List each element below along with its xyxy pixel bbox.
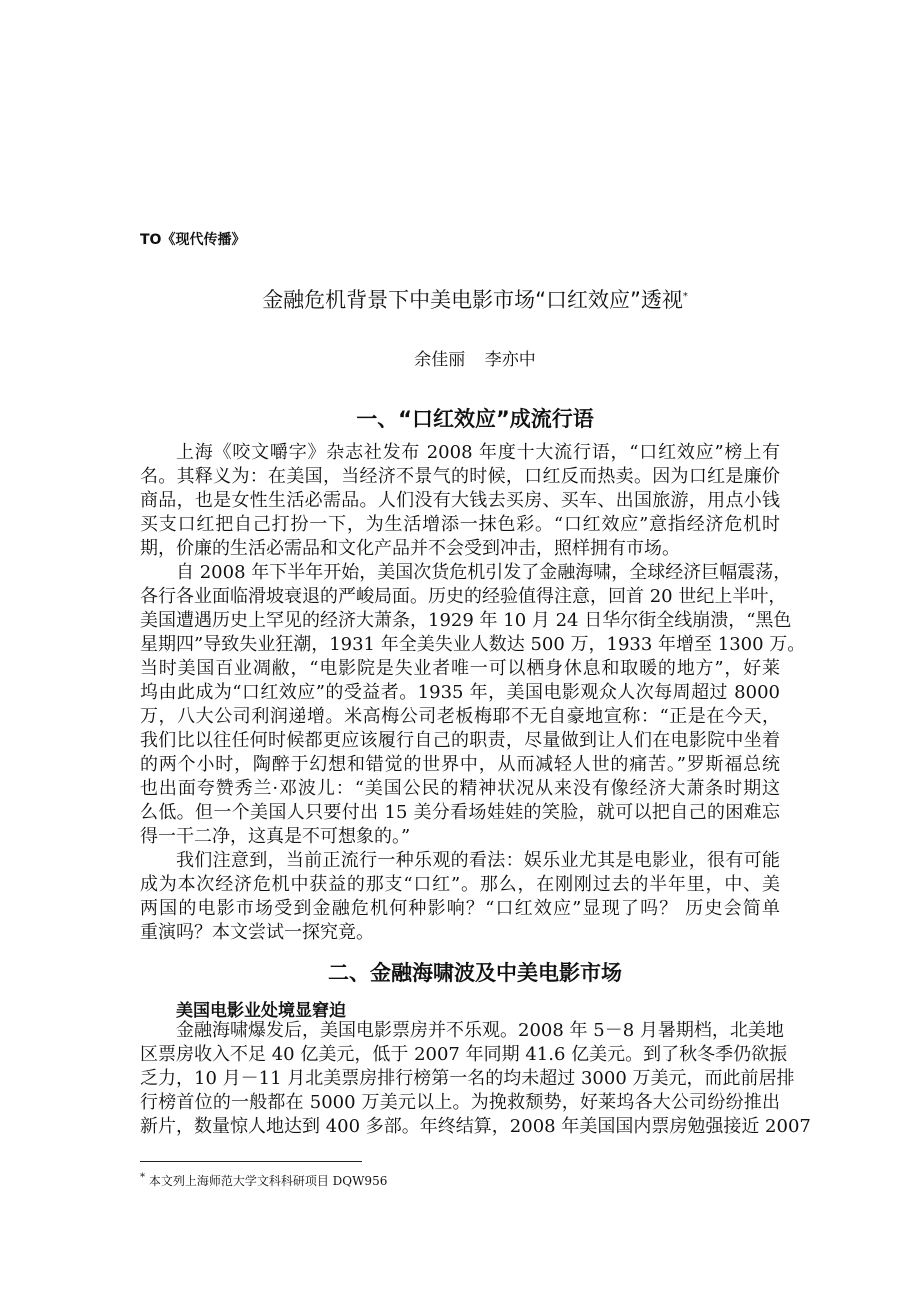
footnote-divider [140,1161,362,1162]
section-2-subheading: 美国电影业处境显窘迫 [176,1001,346,1021]
paragraph [140,441,780,561]
text-line: 当时美国百业凋敝，“电影院是失业者唯一可以栖身休息和取暖的地方”，好莱 [140,658,780,679]
text-line: 么低。但一个美国人只要付出 15 美分看场娃娃的笑脸，就可以把自己的困难忘 [140,802,780,823]
text-line: 各行各业面临滑坡衰退的严峻局面。历史的经验值得注意，回首 20 世纪上半叶， [140,586,787,607]
text-line: 金融海啸爆发后，美国电影票房并不乐观。2008 年 5－8 月暑期档，北美地 [176,1020,784,1041]
text-line: 乏力，10 月－11 月北美票房排行榜第一名的均未超过 3000 万美元，而此前居排 [140,1068,795,1089]
source-label: TO《现代传播》 [140,232,246,248]
paragraph [140,561,806,849]
text-line: 美国遭遇历史上罕见的经济大萧条，1929 年 10 月 24 日华尔街全线崩溃，“黑色 [140,610,792,631]
text-line: 区票房收入不足 40 亿美元，低于 2007 年同期 41.6 亿美元。到了秋冬季仍欲振 [140,1044,788,1065]
text-line: 重演吗？本文尝试一探究竟。 [140,922,374,943]
text-line: 两国的电影市场受到金融危机何种影响？“口红效应”显现了吗？ 历史会简单 [140,898,780,919]
title-text: 金融危机背景下中美电影市场“口红效应”透视 [262,288,683,312]
text-line: 我们注意到，当前正流行一种乐观的看法：娱乐业尤其是电影业，很有可能 [176,850,780,871]
text-line: 新片，数量惊人地达到 400 多部。年终结算，2008 年美国国内票房勉强接近 2007 [140,1116,811,1137]
text-line: 买支口红把自己打扮一下，为生活增添一抹色彩。“口红效应”意指经济危机时 [140,514,780,535]
text-line: 自 2008 年下半年开始，美国次货危机引发了金融海啸，全球经济巨幅震荡， [176,562,792,583]
text-line: 名。其释义为：在美国，当经济不景气的时候，口红反而热卖。因为口红是廉价 [140,466,780,487]
section-2-body [140,1019,811,1139]
text-line: 也出面夸赞秀兰·邓波儿：“美国公民的精神状况从来没有像经济大萧条时期这 [140,778,780,799]
text-line: 万，八大公司利润递增。米高梅公司老板梅耶不无自豪地宣称：“正是在今天， [140,706,780,727]
text-line: 行榜首位的一般都在 5000 万美元以上。为挽救颓势，好莱坞各大公司纷纷推出 [140,1092,780,1113]
article-title [0,284,920,314]
text-line: 坞由此成为“口红效应”的受益者。1935 年，美国电影观众人次每周超过 8000 [140,682,780,703]
paragraph [140,849,780,945]
footnote-text: 本文列上海师范大学文科科研项目 DQW956 [148,1174,388,1188]
text-line: 我们比以往任何时候都更应该履行自己的职责，尽量做到让人们在电影院中坐着 [140,730,780,751]
text-line: 的两个小时，陶醉于幻想和错觉的世界中，从而减轻人世的痛苦。”罗斯福总统 [140,754,780,775]
title-footnote-mark: * [682,291,688,302]
text-line: 星期四”导致失业狂潮，1931 年全美失业人数达 500 万，1933 年增至 1300 万。 [140,634,806,655]
text-line: 期，价廉的生活必需品和文化产品并不会受到冲击，照样拥有市场。 [140,538,680,559]
text-line: 商品，也是女性生活必需品。人们没有大钱去买房、买车、出国旅游，用点小钱 [140,490,780,511]
footnote [140,1172,387,1189]
text-line: 得一干二净，这真是不可想象的。” [140,826,411,847]
paragraph [140,1019,811,1139]
footnote-mark: * [140,1172,145,1183]
text-line: 成为本次经济危机中获益的那支“口红”。那么，在刚刚过去的半年里，中、美 [140,874,780,895]
text-line: 上海《咬文嚼字》杂志社发布 2008 年度十大流行语，“口红效应”榜上有 [176,442,780,463]
section-1-body [140,441,806,945]
section-2-heading: 二、金融海啸波及中美电影市场 [328,961,622,985]
authors: 余佳丽 李亦中 [414,350,536,370]
section-1-heading: 一、“口红效应”成流行语 [356,407,594,431]
